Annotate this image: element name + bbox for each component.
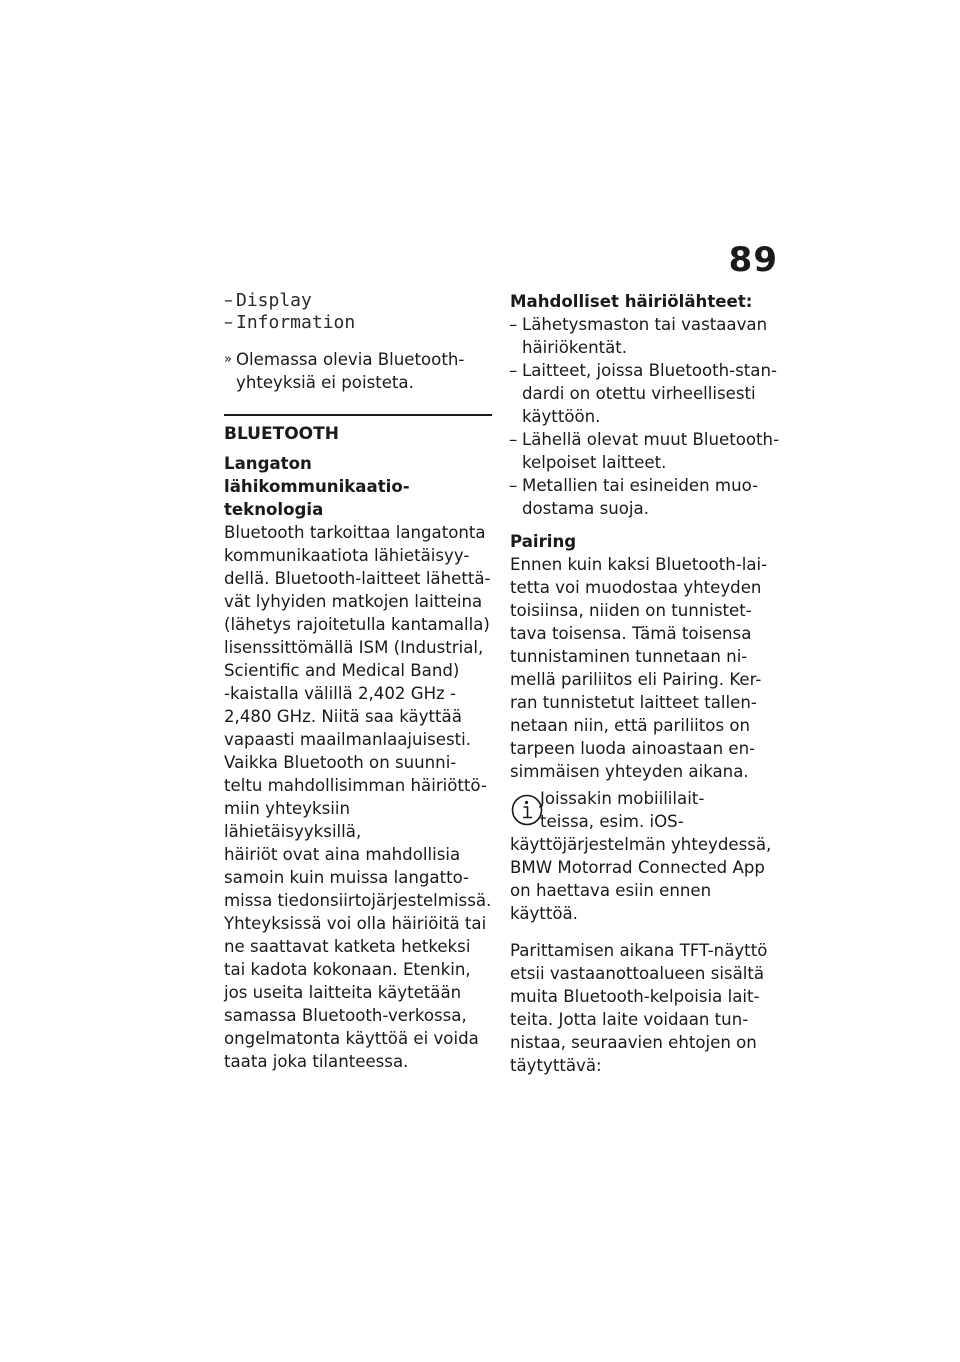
text-line: tai kadota kokonaan. Etenkin, [224,960,471,979]
bluetooth-description [224,521,492,1073]
text-line: miin yhteyksiin lähietäisyyksillä, [224,799,362,841]
text-line: 2,480 GHz. Niitä saa käyttää [224,707,462,726]
list-item-line: dardi on otettu virheellisesti [522,384,756,403]
text-line: mellä pariliitos eli Pairing. Ker- [510,670,762,689]
text-line: kommunikaatiota lähietäisyy- [224,546,470,565]
info-icon [510,793,544,827]
pairing-description [510,553,782,783]
text-line: Bluetooth tarkoittaa langatonta [224,523,486,542]
text-line: Vaikka Bluetooth on suunni- [224,753,457,772]
text-line: nistaa, seuraavien ehtojen on [510,1033,757,1052]
list-item-line: käyttöön. [522,407,601,426]
text-line: ran tunnistetut laitteet tallen- [510,693,757,712]
text-line: Scientific and Medical Band) [224,661,460,680]
result-note-line: yhteyksiä ei poisteta. [236,373,414,392]
list-item-line: – Lähellä olevat muut Bluetooth- [522,430,780,449]
text-line: tava toisensa. Tämä toisensa [510,624,752,643]
text-line: tunnistaminen tunnetaan ni- [510,647,748,666]
list-item-line: dostama suoja. [522,499,649,518]
text-line: dellä. Bluetooth-laitteet lähettä- [224,569,491,588]
text-line: netaan niin, että pariliitos on [510,716,751,735]
scan-description [510,939,782,1077]
text-line: teltu mahdollisimman häiriöttö- [224,776,487,795]
result-arrow-icon: » [224,352,232,367]
text-line: toisiinsa, niiden on tunnistet- [510,601,752,620]
subheading [224,452,492,521]
info-line: käyttöjärjestelmän yhteydessä, [510,835,772,854]
right-column [510,290,782,1077]
text-line: etsii vastaanottoalueen sisältä [510,964,765,983]
text-line: -kaistalla välillä 2,402 GHz - [224,684,457,703]
text-line: samassa Bluetooth-verkossa, [224,1006,467,1025]
info-line: Joissakin mobiililait- [540,789,705,808]
text-line: jos useita laitteita käytetään [224,983,462,1002]
result-note-line: Olemassa olevia Bluetooth- [236,350,465,369]
info-line: teissa, esim. iOS- [540,812,684,831]
subheading-line: Langaton lähikommunikaatio- [224,454,410,496]
text-line: täytyttävä: [510,1056,602,1075]
list-item-line: kelpoiset laitteet. [522,453,667,472]
text-line: teita. Jotta laite voidaan tun- [510,1010,749,1029]
text-line: ongelmatonta käyttöä ei voida [224,1029,479,1048]
interference-list [510,313,782,520]
text-line: Parittamisen aikana TFT-näyttö [510,941,768,960]
list-item-line: – Metallien tai esineiden muo- [522,476,759,495]
text-line: tetta voi muodostaa yhteyden [510,578,762,597]
list-item-line: häiriökentät. [522,338,628,357]
text-line: simmäisen yhteyden aikana. [510,762,749,781]
text-line: muita Bluetooth-kelpoisia lait- [510,987,760,1006]
section-divider [224,414,492,416]
list-item [510,359,782,428]
menu-item-display: – Display [224,290,492,312]
info-line: BMW Motorrad Connected App [510,858,765,877]
subheading-line: teknologia [224,500,324,519]
pairing-title: Pairing [510,532,577,551]
text-line: taata joka tilanteessa. [224,1052,409,1071]
text-line: ne saattavat katketa hetkeksi [224,937,471,956]
list-item [510,474,782,520]
result-note [224,348,492,394]
info-line: käyttöä. [510,904,578,923]
text-line: Ennen kuin kaksi Bluetooth-lai- [510,555,768,574]
list-item [510,313,782,359]
text-line: (lähetys rajoitetulla kantamalla) [224,615,490,634]
list-item-line: – Lähetysmaston tai vastaavan [522,315,768,334]
interference-title: Mahdolliset häiriölähteet: [510,292,753,311]
page-number: 89 [728,240,778,280]
section-title: BLUETOOTH [224,424,339,444]
text-line: Yhteyksissä voi olla häiriöitä tai [224,914,487,933]
list-item-line: – Laitteet, joissa Bluetooth-stan- [522,361,777,380]
text-line: tarpeen luoda ainoastaan en- [510,739,756,758]
left-column [224,290,492,1073]
list-item [510,428,782,474]
text-line: vät lyhyiden matkojen laitteina [224,592,483,611]
info-note [510,787,782,925]
text-line: missa tiedonsiirtojärjestelmissä. [224,891,492,910]
text-line: häiriöt ovat aina mahdollisia [224,845,461,864]
text-line: vapaasti maailmanlaajuisesti. [224,730,472,749]
text-line: samoin kuin muissa langatto- [224,868,470,887]
text-line: lisenssittömällä ISM (Industrial, [224,638,484,657]
info-line: on haettava esiin ennen [510,881,712,900]
menu-item-information: – Information [224,312,492,334]
